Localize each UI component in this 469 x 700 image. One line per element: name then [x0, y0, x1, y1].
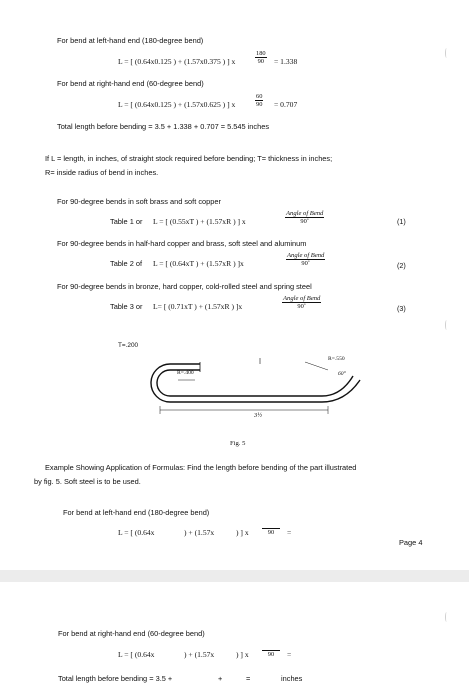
section-heading-left-bend: For bend at left-hand end (180-degree bend) [57, 36, 204, 45]
blank-left-eq-b: ) + (1.57x [184, 528, 215, 537]
example-line-1: Example Showing Application of Formulas: Find the length before bending of the part illustrated [45, 463, 357, 472]
denominator: 90 [267, 529, 275, 536]
length-dimension: 3½ [254, 412, 262, 419]
page-number: Page 4 [399, 538, 423, 547]
fraction-right-bend [255, 93, 263, 108]
equation-number-3: (3) [397, 304, 406, 313]
page-edge-mark [445, 320, 448, 330]
document-page-2 [0, 582, 469, 700]
denominator: 90 [256, 101, 263, 108]
total-blank-plus: + [218, 674, 223, 683]
numerator: 180 [256, 50, 266, 57]
formula-3-equation: L= [ (0.71xT ) + (1.57xR ) ]x [153, 302, 243, 311]
equation-left-bend: L = [ (0.64x0.125 ) + (1.57x0.375 ) ] x [118, 57, 236, 66]
numerator: Angle of Bend [283, 295, 321, 302]
total-blank-label: Total length before bending = 3.5 + [58, 674, 173, 683]
formula-2-label: Table 2 of [110, 259, 143, 268]
blank-right-eq-c: ) ] x [236, 650, 249, 659]
denominator: 90˚ [297, 303, 306, 310]
formula-3-heading: For 90-degree bends in bronze, hard copper, cold-rolled steel and spring steel [57, 282, 312, 291]
left-radius-label: R=.400 [177, 370, 194, 376]
denominator: 90˚ [301, 260, 310, 267]
total-blank-equals: = [246, 674, 251, 683]
figure-caption: Fig. 5 [230, 440, 246, 447]
equation-number-1: (1) [397, 217, 406, 226]
blank-left-heading: For bend at left-hand end (180-degree bend) [63, 508, 210, 517]
formula-1-equation: L = [ (0.55xT ) + (1.57xR ) ] x [153, 217, 246, 226]
formula-1-heading: For 90-degree bends in soft brass and soft copper [57, 197, 221, 206]
formula-3-fraction [282, 295, 321, 310]
equation-result: = 1.338 [274, 57, 298, 66]
numerator: Angle of Bend [286, 210, 324, 217]
definitions-line-2: R= inside radius of bend in inches. [45, 168, 159, 177]
denominator: 90˚ [300, 218, 309, 225]
formula-2-fraction [286, 252, 325, 267]
blank-left-eq-c: ) ] x [236, 528, 249, 537]
formula-1-fraction [285, 210, 324, 225]
equation-number-2: (2) [397, 261, 406, 270]
equation-result: = 0.707 [274, 100, 298, 109]
angle-label: 60° [338, 371, 346, 377]
definitions-line-1: If L = length, in inches, of straight stock required before bending; T= thickness in inches; [45, 154, 333, 163]
blank-left-fraction [262, 521, 280, 536]
thickness-label: T=.200 [118, 342, 139, 349]
denominator: 90 [257, 58, 264, 65]
blank-right-heading: For bend at right-hand end (60-degree bend) [58, 629, 205, 638]
page-edge-mark [445, 612, 448, 622]
page-edge-mark [445, 48, 448, 58]
blank-left-eq-end: = [287, 528, 292, 537]
blank-right-eq-b: ) + (1.57x [184, 650, 215, 659]
blank-right-eq-a: L = [ (0.64x [118, 650, 155, 659]
example-line-2: by fig. 5. Soft steel is to be used. [34, 477, 141, 486]
formula-3-label: Table 3 or [110, 302, 143, 311]
total-length: Total length before bending = 3.5 + 1.338 + 0.707 = 5.545 inches [57, 122, 270, 131]
numerator: 60 [256, 93, 263, 100]
blank-right-eq-end: = [287, 650, 292, 659]
section-heading-right-bend: For bend at right-hand end (60-degree bend) [57, 79, 204, 88]
blank-left-eq-a: L = [ (0.64x [118, 528, 155, 537]
denominator: 90 [267, 651, 275, 658]
formula-2-equation: L = [ (0.64xT ) + (1.57xR ) ]x [153, 259, 244, 268]
blank-right-fraction [262, 643, 280, 658]
total-blank-unit: inches [281, 674, 303, 683]
formula-1-label: Table 1 or [110, 217, 143, 226]
formula-2-heading: For 90-degree bends in half-hard copper and brass, soft steel and aluminum [57, 239, 307, 248]
numerator: Angle of Bend [287, 252, 325, 259]
right-radius-label: R=.550 [328, 356, 345, 362]
equation-right-bend: L = [ (0.64x0.125 ) + (1.57x0.625 ) ] x [118, 100, 236, 109]
fraction-left-bend [255, 50, 267, 65]
